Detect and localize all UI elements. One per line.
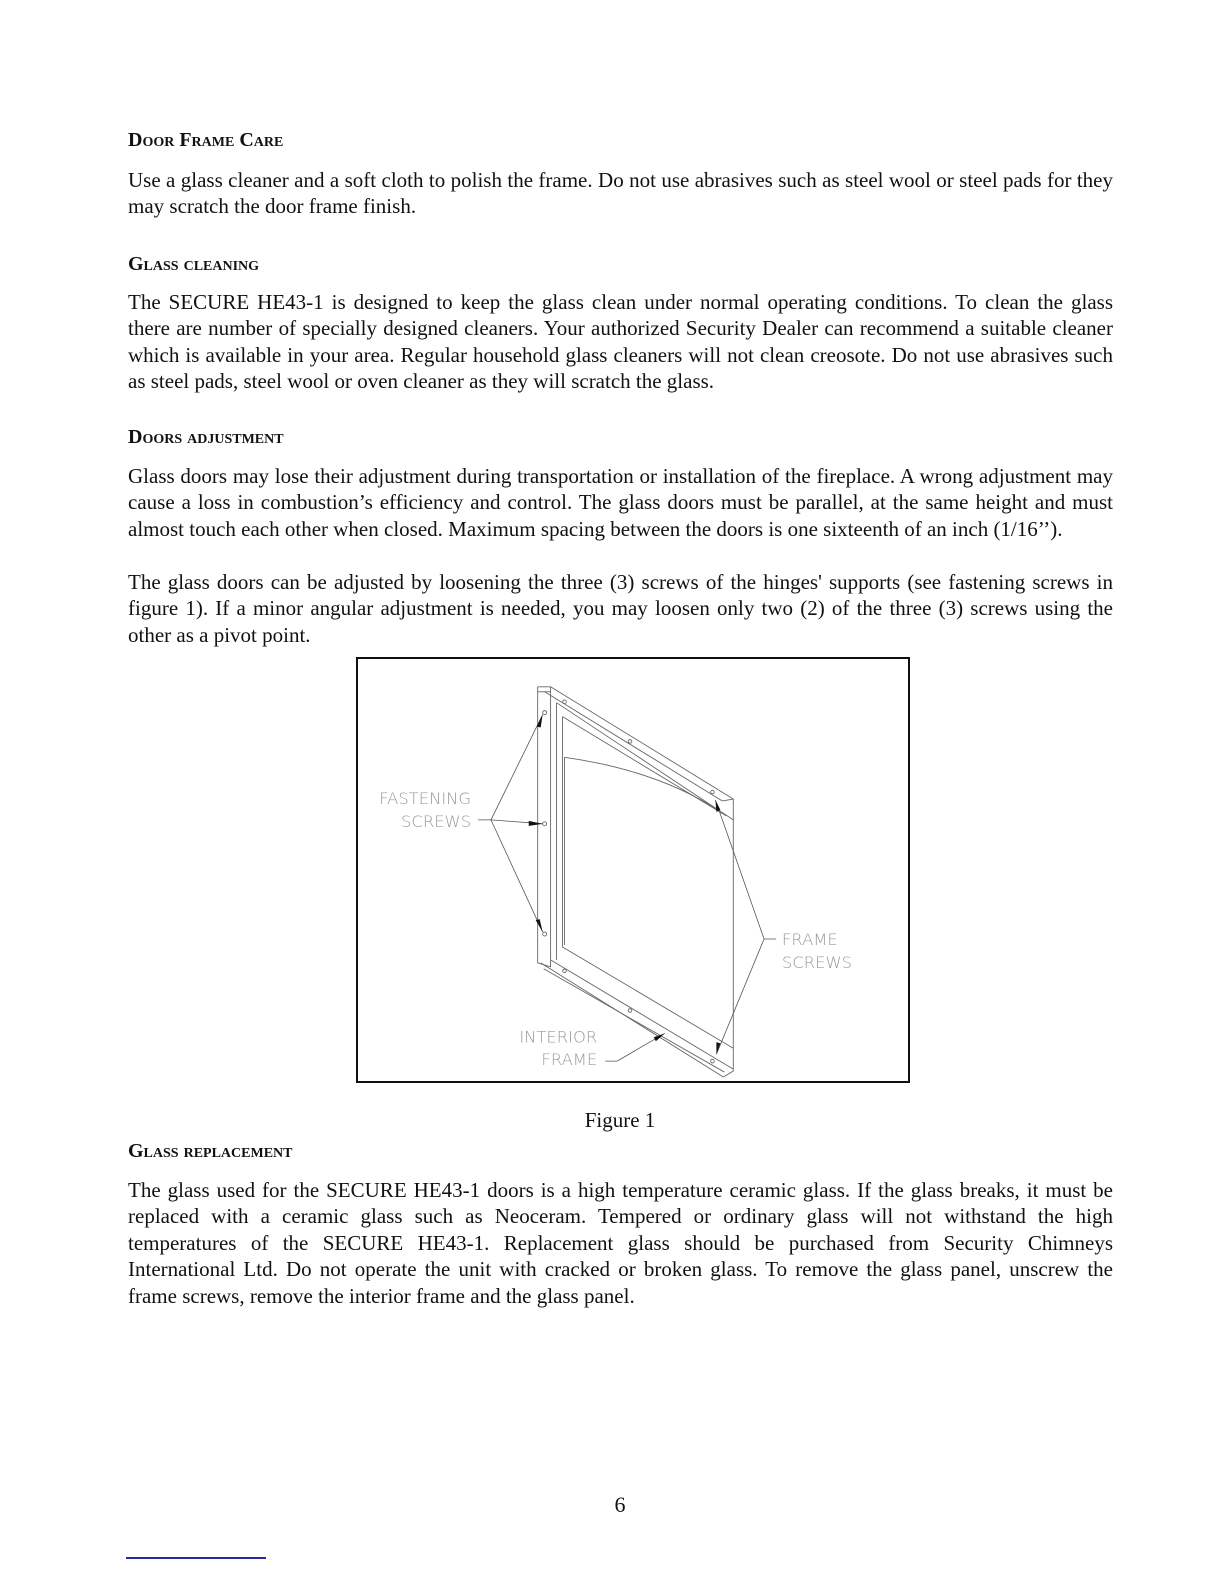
- heading-glass-cleaning: Glass cleaning: [128, 253, 260, 275]
- heading-glass-replacement: Glass replacement: [128, 1140, 293, 1162]
- paragraph-doors-adjustment-1: Glass doors may lose their adjustment during transportation or installation of the fireplace. A wrong adjustment may cause a loss in combustion’s efficiency and control. The glass doors must be parallel, at the same height and must almost touch each other when closed. Maximum spacing between the doors is one sixteenth of an inch (1/16’’).: [128, 464, 1113, 541]
- figure-1-door-diagram: [356, 657, 910, 1083]
- footnote-rule: [126, 1557, 266, 1559]
- heading-doors-adjustment: Doors adjustment: [128, 426, 284, 448]
- figure-caption: Figure 1: [584, 1108, 656, 1132]
- door-frame-drawing: [358, 659, 908, 1081]
- paragraph-doors-adjustment-2: The glass doors can be adjusted by loosening the three (3) screws of the hinges' supports (see fastening screws in figure 1). If a minor angular adjustment is needed, you may loosen only two (2) of the three (3) screws using the other as a pivot point.: [128, 570, 1113, 647]
- paragraph-glass-replacement: The glass used for the SECURE HE43-1 doors is a high temperature ceramic glass. If the glass breaks, it must be replaced with a ceramic glass such as Neoceram. Tempered or ordinary glass will not withstand the high temperatures of the SECURE HE43-1. Replacement glass should be purchased from Security Chimneys International Ltd. Do not operate the unit with cracked or broken glass. To remove the glass panel, unscrew the frame screws, remove the interior frame and the glass panel.: [128, 1178, 1113, 1308]
- leader-lines: [478, 715, 776, 1062]
- label-frame-screws: SCREWS: [781, 952, 853, 972]
- paragraph-door-frame-care: Use a glass cleaner and a soft cloth to polish the frame. Do not use abrasives such as steel wool or steel pads for they may scratch the door frame finish.: [128, 168, 1113, 219]
- label-fastening: FASTENING: [379, 788, 472, 808]
- label-frame: FRAME: [781, 929, 838, 949]
- label-fastening-screws: SCREWS: [401, 811, 472, 831]
- heading-door-frame-care: Door Frame Care: [128, 129, 284, 151]
- page-number: 6: [614, 1492, 626, 1517]
- paragraph-glass-cleaning: The SECURE HE43-1 is designed to keep the glass clean under normal operating conditions. To clean the glass there are number of specially designed cleaners. Your authorized Security Dealer can recommend a suitable cleaner which is available in your area. Regular household glass cleaners will not clean creosote. Do not use abrasives such as steel pads, steel wool or oven cleaner as they will scratch the glass.: [128, 290, 1113, 394]
- label-interior: INTERIOR: [519, 1027, 598, 1047]
- label-interior-frame: FRAME: [541, 1050, 598, 1070]
